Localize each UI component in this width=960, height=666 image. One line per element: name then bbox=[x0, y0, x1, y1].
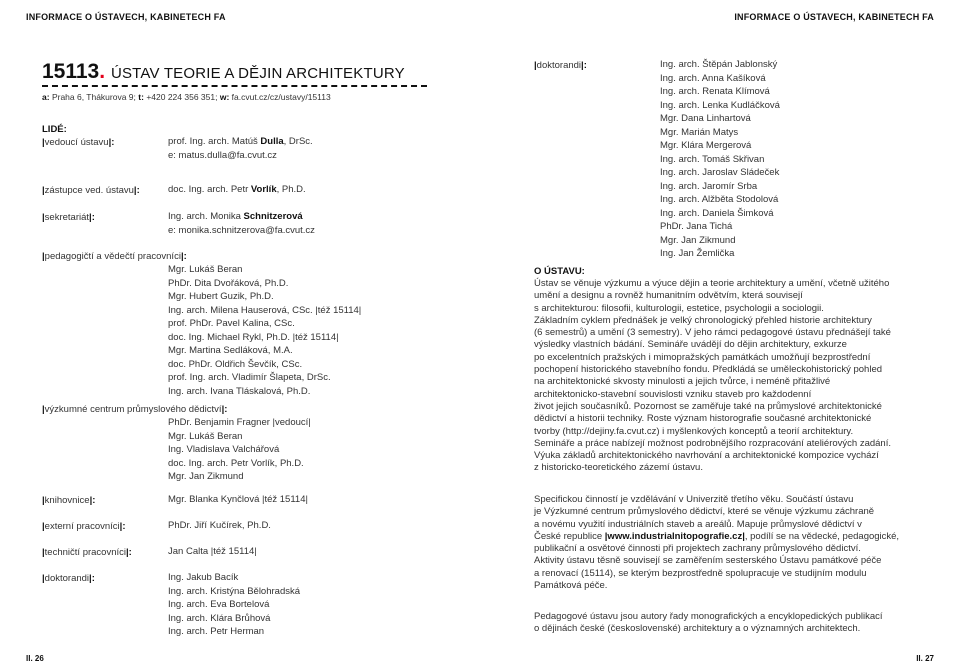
zastupce-block: doc. Ing. arch. Petr Vorlík, Ph.D. bbox=[168, 184, 306, 195]
list-item: Mgr. Martina Sedláková, M.A. bbox=[168, 345, 293, 356]
list-item: doc. PhDr. Oldřich Ševčík, CSc. bbox=[168, 358, 303, 370]
running-header-left: INFORMACE O ÚSTAVECH, KABINETECH FA bbox=[26, 12, 226, 22]
label-vedouci: |vedoucí ústavu|: bbox=[42, 137, 115, 148]
list-item: doc. Ing. arch. Petr Vorlík, Ph.D. bbox=[168, 457, 304, 469]
label-pedagogicti: |pedagogičtí a vědečtí pracovníci|: bbox=[42, 251, 187, 262]
label-sekretariat: |sekretariát|: bbox=[42, 212, 95, 223]
list-item: Ing. arch. Kristýna Bělohradská bbox=[168, 585, 301, 597]
list-item: Mgr. Klára Mergerová bbox=[660, 140, 752, 151]
list-item: Ing. arch. Jaromír Srba bbox=[660, 180, 758, 192]
list-item: Ing. arch. Tomáš Skřivan bbox=[660, 153, 765, 165]
label-zastupce: |zástupce ved. ústavu|: bbox=[42, 185, 140, 196]
label-knihovnice: |knihovnice|: bbox=[42, 495, 96, 506]
list-item: Mgr. Hubert Guzik, Ph.D. bbox=[168, 291, 274, 302]
list-item: Mgr. Lukáš Beran bbox=[168, 430, 243, 442]
about-paragraph-1: Ústav se věnuje výzkumu a výuce dějin a teorie architektury a umění, včetně užitého umění a designu a rovněž humanitním odvětvím, která souvisejí s architekturou: filosofii, kulturologii, estetice, psychologii a sociologii. Základním cyklem přednášek je velký chronologický přehled historie architektury (6 semestrů) a umění (3 semestry). V jeho rámci pedagogové ústavu přednášejí také výsledky vlastních bádání. Semináře uvádějí do dějin architektury, exkurze po excelentních pražských i mimopražských památkách umožňují bezprostřední pochopení historického stavebního fondu. Předkládá se uměleckohistorický pohled na architektonické skvosty minulosti a jejich tvůrce, i neméně přitažlivé architektonicko-stavební souvislosti vzniku staveb pro každodenní život jejich současníků. Pozornost se zaměřuje také na průmyslové architektonické dědictví a historii techniky. Roste význam historografie současné architektonické tvorby (http://dejiny.fa.cvut.cz) i myšlenkových konceptů a teorií architektury. Semináře a práce nabízejí možnost podrobnějšího rozpracování ateliérových zadání. Výuka základů architektonického navrhování a architektonické kompozice vychází z historicko-teoretického zázemí ústavu. bbox=[534, 278, 891, 474]
list-item: Ing. arch. Daniela Šimková bbox=[660, 207, 774, 219]
list-item: Ing. arch. Ivana Tláskalová, Ph.D. bbox=[168, 385, 311, 397]
page-number-right: II. 27 bbox=[916, 654, 934, 663]
label-vyzkumne-centrum: |výzkumné centrum průmyslového dědictví|: bbox=[42, 404, 228, 415]
institute-number: 15113 bbox=[42, 60, 100, 83]
institute-name: ÚSTAV TEORIE A DĚJIN ARCHITEKTURY bbox=[110, 65, 405, 82]
list-item: Ing. arch. Alžběta Stodolová bbox=[660, 194, 779, 205]
label-externi: |externí pracovníci|: bbox=[42, 521, 126, 532]
list-item: Ing. arch. Milena Hauserová, CSc. |též 15114| bbox=[168, 304, 362, 316]
label-technicti: |techničtí pracovníci|: bbox=[42, 547, 132, 558]
externi-list bbox=[168, 519, 271, 533]
list-item: Ing. arch. Petr Herman bbox=[168, 626, 265, 637]
list-item: Mgr. Blanka Kynčlová |též 15114| bbox=[168, 494, 308, 505]
label-doktorandi-right: |doktorandi|: bbox=[534, 60, 587, 71]
pedagogicti-list bbox=[168, 263, 361, 398]
vyzkumne-list bbox=[168, 416, 311, 484]
knihovnice-list bbox=[168, 493, 308, 507]
about-paragraph-3: Pedagogové ústavu jsou autory řady monografických a encyklopedických publikací o dějinách české (československé) architektury a o významných architektech. bbox=[534, 611, 883, 635]
page-title bbox=[42, 60, 405, 84]
list-item: prof. Ing. arch. Vladimír Šlapeta, DrSc. bbox=[168, 372, 331, 383]
label-doktorandi-left: |doktorandi|: bbox=[42, 573, 95, 584]
list-item: Ing. arch. Klára Brůhová bbox=[168, 612, 271, 624]
list-item: prof. PhDr. Pavel Kalina, CSc. bbox=[168, 318, 295, 329]
sekretariat-block: Ing. arch. Monika Schnitzerová e: monika.schnitzerova@fa.cvut.cz bbox=[168, 211, 315, 236]
list-item: Ing. Jakub Bacík bbox=[168, 572, 239, 583]
list-item: Mgr. Lukáš Beran bbox=[168, 264, 243, 275]
about-heading: O ÚSTAVU: bbox=[534, 266, 585, 277]
vedouci-email[interactable]: e: matus.dulla@fa.cvut.cz bbox=[168, 149, 277, 161]
list-item: Ing. Jan Žemlička bbox=[660, 248, 735, 259]
list-item: Mgr. Jan Zikmund bbox=[168, 471, 244, 482]
address-line: a: Praha 6, Thákurova 9; t: +420 224 356 351; w: fa.cvut.cz/cz/ustavy/15113 bbox=[42, 92, 331, 102]
list-item: Ing. arch. Anna Kašíková bbox=[660, 72, 766, 84]
people-heading: LIDÉ: bbox=[42, 124, 67, 135]
title-dot: . bbox=[99, 60, 106, 83]
sekretariat-email[interactable]: e: monika.schnitzerova@fa.cvut.cz bbox=[168, 224, 315, 236]
list-item: PhDr. Jana Tichá bbox=[660, 221, 733, 232]
list-item: Ing. arch. Renata Klímová bbox=[660, 86, 770, 97]
title-dashed-rule bbox=[42, 85, 427, 87]
technicti-list bbox=[168, 545, 257, 559]
running-header-right: INFORMACE O ÚSTAVECH, KABINETECH FA bbox=[734, 12, 934, 22]
list-item: Ing. arch. Jaroslav Sládeček bbox=[660, 167, 780, 178]
about-paragraph-2: Specifickou činností je vzdělávání v Univerzitě třetího věku. Součástí ústavu je Výzkumné centrum průmyslového dědictví, které se věnuje výzkumu záchraně a novému využití industriálních staveb a areálů. Mapuje průmyslové dědictví v České republice |www.industrialnitopografie.cz|, podílí se na vědecké, pedagogické, publikační a osvětové činnosti při projektech zachrany průmyslového dědictví. Aktivity ústavu těsně souvisejí se zaměřením sesterského Ústavu památkové péče a renovací (15114), se kterým bezprostředně spolupracuje ve studijním modulu Památková péče. bbox=[534, 494, 900, 592]
list-item: Ing. arch. Štěpán Jablonský bbox=[660, 59, 778, 70]
list-item: Jan Calta |též 15114| bbox=[168, 546, 257, 557]
list-item: Mgr. Jan Zikmund bbox=[660, 234, 736, 246]
list-item: Ing. arch. Eva Bortelová bbox=[168, 599, 270, 610]
vedouci-block: prof. Ing. arch. Matúš Dulla, DrSc. e: matus.dulla@fa.cvut.cz bbox=[168, 136, 313, 161]
list-item: Mgr. Marián Matys bbox=[660, 126, 739, 138]
list-item: Mgr. Dana Linhartová bbox=[660, 113, 751, 124]
doktorandi-left-list bbox=[168, 571, 300, 639]
list-item: Ing. Vladislava Valchářová bbox=[168, 444, 280, 455]
list-item: PhDr. Benjamin Fragner |vedoucí| bbox=[168, 417, 311, 428]
list-item: PhDr. Jiří Kučírek, Ph.D. bbox=[168, 520, 271, 531]
doktorandi-right-list bbox=[660, 58, 780, 261]
page-number-left: II. 26 bbox=[26, 654, 44, 663]
list-item: doc. Ing. Michael Rykl, Ph.D. |též 15114| bbox=[168, 331, 339, 343]
industrial-topography-link[interactable]: |www.industrialnitopografie.cz| bbox=[604, 530, 745, 542]
website-link[interactable]: fa.cvut.cz/cz/ustavy/15113 bbox=[231, 92, 331, 102]
list-item: PhDr. Dita Dvořáková, Ph.D. bbox=[168, 277, 289, 289]
list-item: Ing. arch. Lenka Kudláčková bbox=[660, 99, 780, 111]
